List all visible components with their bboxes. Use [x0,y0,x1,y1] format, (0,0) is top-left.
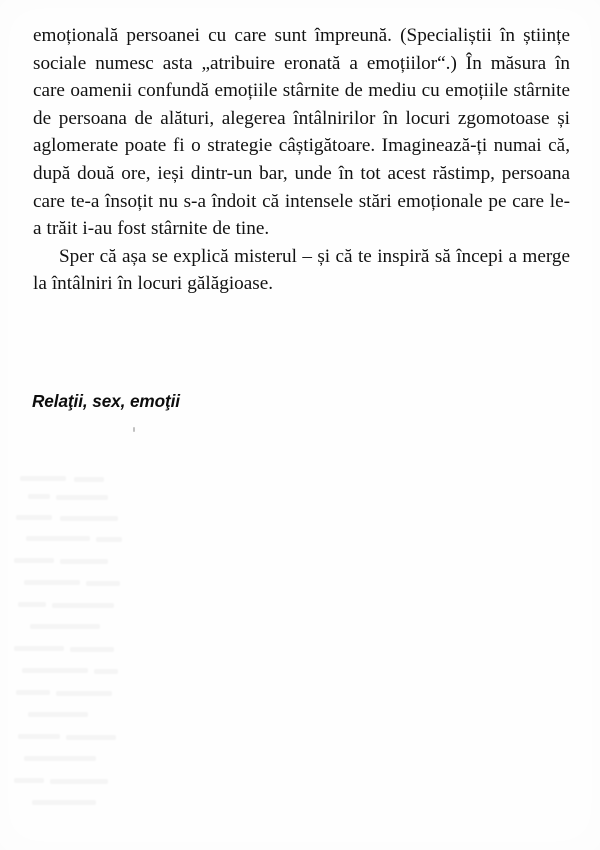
bleed-through-artifact [8,470,138,830]
paragraph-closing: Sper că așa se explică misterul – și că te inspiră să începi a merge la întâlniri în locuri gălăgioase. [33,245,570,295]
paragraph-continuation: emoțională persoanei cu care sunt împreună. (Specialiștii în științe sociale numesc asta „atribuire eronată a emoțiilor“.) În măsura în care oamenii confundă emoțiile stârnite de mediu cu emoțiile stârnite de persoana de alături, alegerea întâlnirilor în locuri zgomotoase și aglomerate poate fi o strategie câștigătoare. Imaginează-ți numai că, după două ore, ieși dintr-un bar, unde în tot acest răstimp, persoana care te-a însoțit nu s-a îndoit că intensele stări emoționale pe care le-a trăit i-au fost stârnite de tine. [33,25,570,240]
body-text-block [33,22,570,298]
section-subheading: Relaţii, sex, emoţii [32,391,180,411]
scan-speck-artifact [133,427,135,432]
